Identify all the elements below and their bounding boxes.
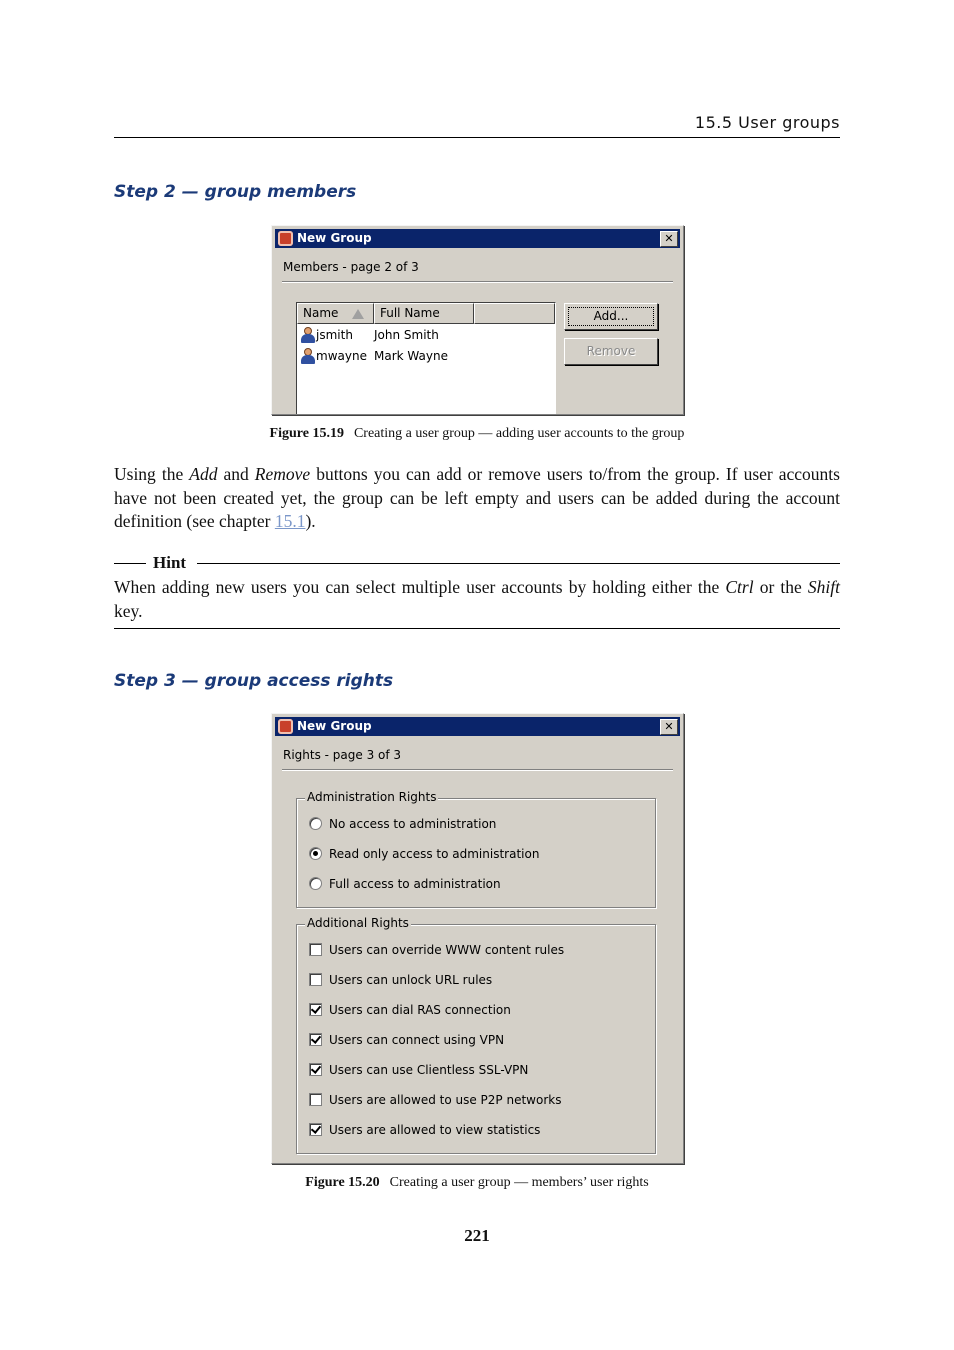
emphasis-add: Add xyxy=(189,464,218,484)
section-heading-step3: Step 3 — group access rights xyxy=(114,671,394,691)
sort-ascending-icon xyxy=(352,309,364,319)
divider xyxy=(282,769,673,771)
group-label: Additional Rights xyxy=(307,916,409,930)
user-full-name: John Smith xyxy=(374,328,439,342)
dialog-titlebar xyxy=(275,229,680,248)
running-header: 15.5 User groups xyxy=(694,113,840,132)
dialog-title: New Group xyxy=(297,719,372,733)
text: Using the xyxy=(114,464,190,484)
add-button[interactable]: Add... xyxy=(564,303,658,330)
group-label: Administration Rights xyxy=(307,790,437,804)
column-label: Full Name xyxy=(380,306,440,320)
option-label: Users can unlock URL rules xyxy=(329,973,493,987)
wizard-page-label: Members - page 2 of 3 xyxy=(283,260,419,274)
hint-text xyxy=(114,576,840,623)
column-label: Name xyxy=(303,306,339,320)
hint-header xyxy=(114,553,840,575)
header-rule xyxy=(114,137,840,138)
divider xyxy=(197,563,840,564)
new-group-dialog-rights xyxy=(271,713,684,1164)
app-icon xyxy=(278,231,293,246)
text: key. xyxy=(114,600,143,621)
administration-rights-group xyxy=(296,790,656,908)
additional-rights-group xyxy=(296,916,656,1154)
emphasis-remove: Remove xyxy=(254,464,311,484)
page-number: 221 xyxy=(464,1226,490,1245)
dialog-titlebar xyxy=(275,717,680,736)
text: or the xyxy=(753,577,808,597)
emphasis-shift: Shift xyxy=(807,577,840,597)
figure-number: Figure 15.19 xyxy=(269,426,344,441)
checkbox[interactable] xyxy=(309,1033,322,1046)
chapter-link[interactable]: 15.1 xyxy=(274,511,306,531)
text: buttons you can add or remove users to/from the group. If user accounts have not been created yet, the group can be left empty and users can be added during the account definition (see chapter xyxy=(114,464,840,531)
emphasis-ctrl: Ctrl xyxy=(725,577,754,597)
radio-button[interactable] xyxy=(309,877,322,890)
checkbox[interactable] xyxy=(309,1123,322,1136)
checkbox[interactable] xyxy=(309,1063,322,1076)
text: and xyxy=(217,464,255,484)
members-list[interactable] xyxy=(296,302,556,415)
option-label: Users can dial RAS connection xyxy=(329,1003,511,1017)
option-label: Users are allowed to view statistics xyxy=(329,1123,541,1137)
option-label: No access to administration xyxy=(329,817,497,831)
hint-label: Hint xyxy=(153,553,187,572)
radio-button[interactable] xyxy=(309,847,322,860)
divider xyxy=(282,281,673,283)
user-name: mwayne xyxy=(316,349,367,363)
option-label: Users are allowed to use P2P networks xyxy=(329,1093,562,1107)
user-name: jsmith xyxy=(316,328,353,342)
user-icon xyxy=(301,348,315,364)
figure-caption-text: Creating a user group — adding user accounts to the group xyxy=(353,426,685,441)
figure-caption-text: Creating a user group — members’ user rights xyxy=(389,1175,649,1190)
user-full-name: Mark Wayne xyxy=(374,349,448,363)
checkbox[interactable] xyxy=(309,1003,322,1016)
checkbox[interactable] xyxy=(309,1093,322,1106)
text: When adding new users you can select multiple user accounts by holding either the xyxy=(114,577,726,597)
hint-bottom-rule xyxy=(114,628,840,629)
text: ). xyxy=(305,511,316,531)
column-header-name[interactable] xyxy=(297,303,374,324)
close-icon[interactable]: ✕ xyxy=(660,719,678,735)
close-icon[interactable]: ✕ xyxy=(660,231,678,247)
column-header-blank[interactable] xyxy=(474,303,555,324)
wizard-page-label: Rights - page 3 of 3 xyxy=(283,748,402,762)
user-icon xyxy=(301,327,315,343)
remove-button[interactable]: Remove xyxy=(564,338,658,365)
column-header-full-name[interactable] xyxy=(374,303,474,324)
dialog-title: New Group xyxy=(297,231,372,245)
figure-caption-15-19 xyxy=(0,426,954,442)
figure-caption-15-20 xyxy=(0,1175,954,1191)
divider xyxy=(114,563,146,564)
option-label: Users can connect using VPN xyxy=(329,1033,505,1047)
checkbox[interactable] xyxy=(309,973,322,986)
radio-button[interactable] xyxy=(309,817,322,830)
app-icon xyxy=(278,719,293,734)
new-group-dialog-members xyxy=(271,225,684,415)
option-label: Users can use Clientless SSL-VPN xyxy=(329,1063,529,1077)
checkbox[interactable] xyxy=(309,943,322,956)
option-label: Full access to administration xyxy=(329,877,501,891)
option-label: Read only access to administration xyxy=(329,847,540,861)
figure-number: Figure 15.20 xyxy=(305,1175,380,1190)
option-label: Users can override WWW content rules xyxy=(329,943,565,957)
section-heading-step2: Step 2 — group members xyxy=(114,182,357,202)
body-paragraph xyxy=(114,463,840,534)
list-header xyxy=(297,303,555,324)
